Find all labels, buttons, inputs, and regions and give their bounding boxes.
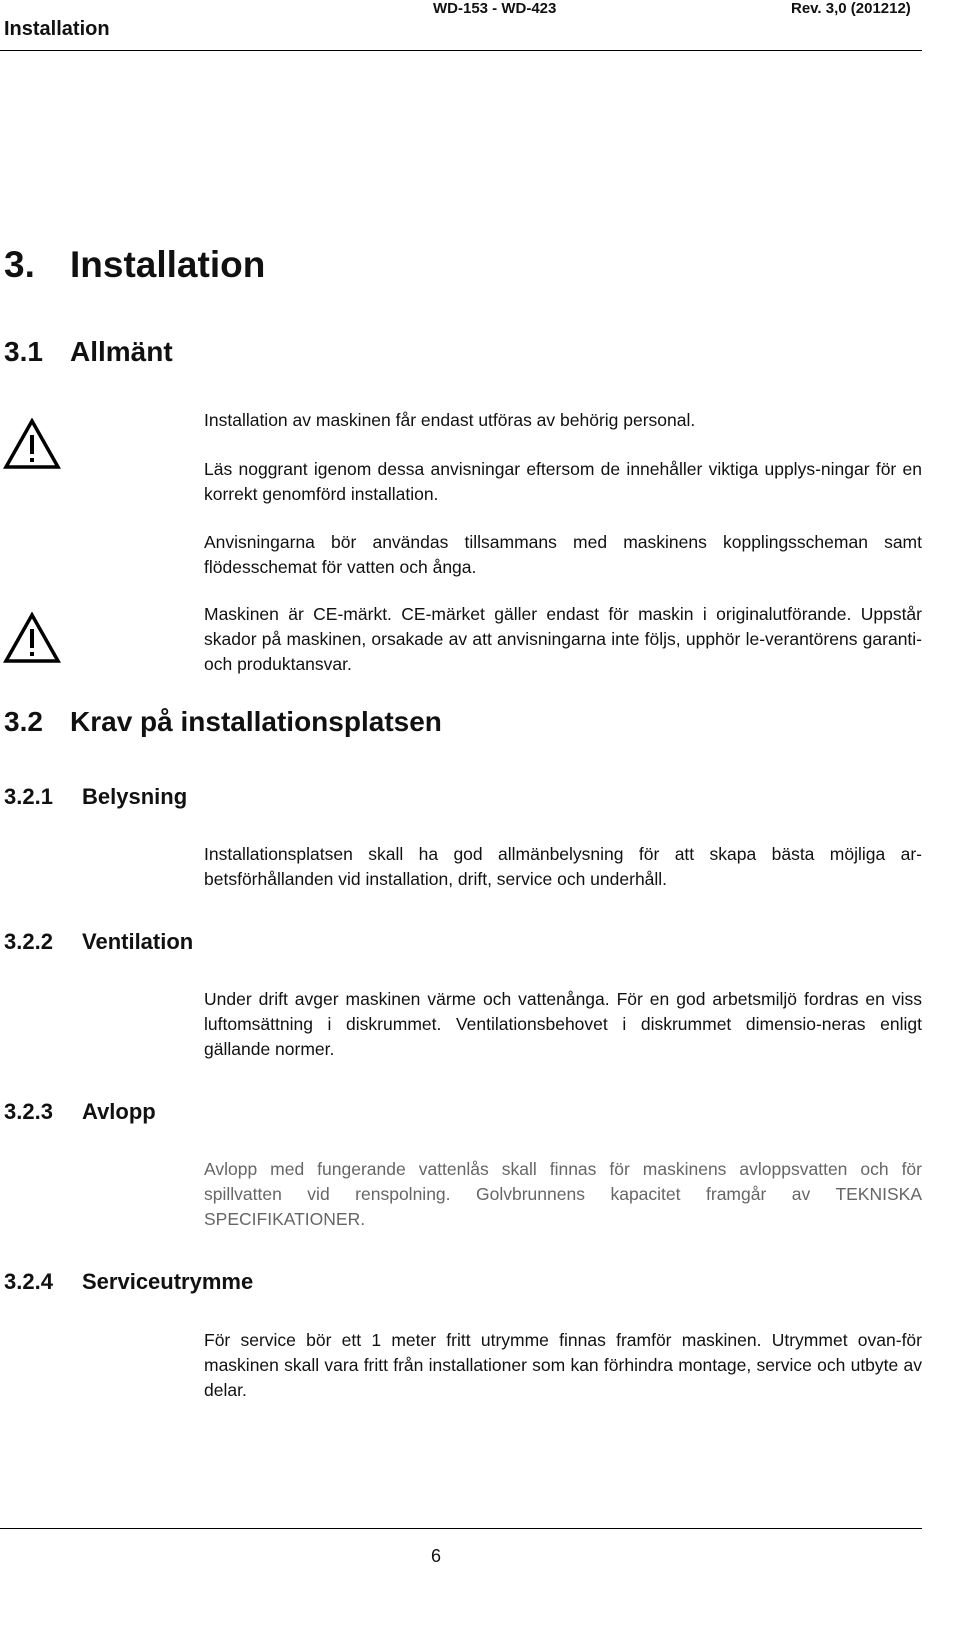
section-title: Krav på installationsplatsen	[70, 706, 442, 737]
paragraph-allmant-2: Läs noggrant igenom dessa anvisningar eftersom de innehåller viktiga upplys-ningar för en korrekt genomförd installation.	[204, 459, 922, 504]
chapter-title-text: Installation	[70, 244, 266, 285]
subsection-heading-3-2-3	[4, 1099, 156, 1125]
subsection-number: 3.2.1	[4, 784, 53, 809]
subsection-number: 3.2.4	[4, 1269, 53, 1294]
header-divider	[0, 50, 922, 51]
warning-triangle-icon	[3, 612, 61, 664]
subsection-heading-3-2-4	[4, 1269, 253, 1295]
footer-divider	[0, 1528, 922, 1529]
subsection-title: Serviceutrymme	[82, 1269, 254, 1294]
paragraph-ventilation: Under drift avger maskinen värme och vattenånga. För en god arbetsmiljö fordras en viss luftomsättning i diskrummet. Ventilationsbehovet i diskrummet dimensio-neras enligt gällande normer.	[204, 989, 922, 1059]
section-number: 3.1	[4, 336, 43, 367]
subsection-heading-3-2-1	[4, 784, 187, 810]
warning-triangle-icon	[3, 418, 61, 470]
paragraph-belysning: Installationsplatsen skall ha god allmänbelysning för att skapa bästa möjliga ar-betsförhållanden vid installation, drift, service och underhåll.	[204, 844, 922, 889]
paragraph-allmant-1: Installation av maskinen får endast utföras av behörig personal.	[204, 410, 696, 430]
chapter-title	[4, 244, 265, 286]
paragraph-allmant-4: Maskinen är CE-märkt. CE-märket gäller endast för maskin i originalutförande. Uppstår skador på maskinen, orsakade av att anvisningarna inte följs, upphör le-verantörens garanti- och produktansvar.	[204, 604, 922, 674]
paragraph-allmant-3: Anvisningarna bör användas tillsammans med maskinens kopplingsscheman samt flödesschemat för vatten och ånga.	[204, 532, 922, 577]
section-number: 3.2	[4, 706, 43, 737]
paragraph-avlopp: Avlopp med fungerande vattenlås skall finnas för maskinens avloppsvatten och för spillvatten vid renspolning. Golvbrunnens kapacitet framgår av TEKNISKA SPECIFIKATIONER.	[204, 1159, 922, 1229]
header-revision: Rev. 3,0 (201212)	[791, 0, 911, 17]
page-number: 6	[431, 1546, 442, 1566]
section-title: Allmänt	[70, 336, 173, 367]
section-heading-3-2	[4, 706, 442, 738]
subsection-title: Avlopp	[82, 1099, 156, 1124]
paragraph-serviceutrymme: För service bör ett 1 meter fritt utrymme finnas framför maskinen. Utrymmet ovan-för maskinen skall vara fritt från installationer som kan förhindra montage, service och utbyte av delar.	[204, 1330, 922, 1400]
subsection-title: Belysning	[82, 784, 188, 809]
header-section: Installation	[4, 18, 110, 40]
subsection-number: 3.2.2	[4, 929, 53, 954]
subsection-heading-3-2-2	[4, 929, 193, 955]
section-heading-3-1	[4, 336, 173, 368]
header-model: WD-153 - WD-423	[433, 0, 557, 17]
chapter-number: 3.	[4, 244, 35, 285]
subsection-number: 3.2.3	[4, 1099, 53, 1124]
subsection-title: Ventilation	[82, 929, 194, 954]
